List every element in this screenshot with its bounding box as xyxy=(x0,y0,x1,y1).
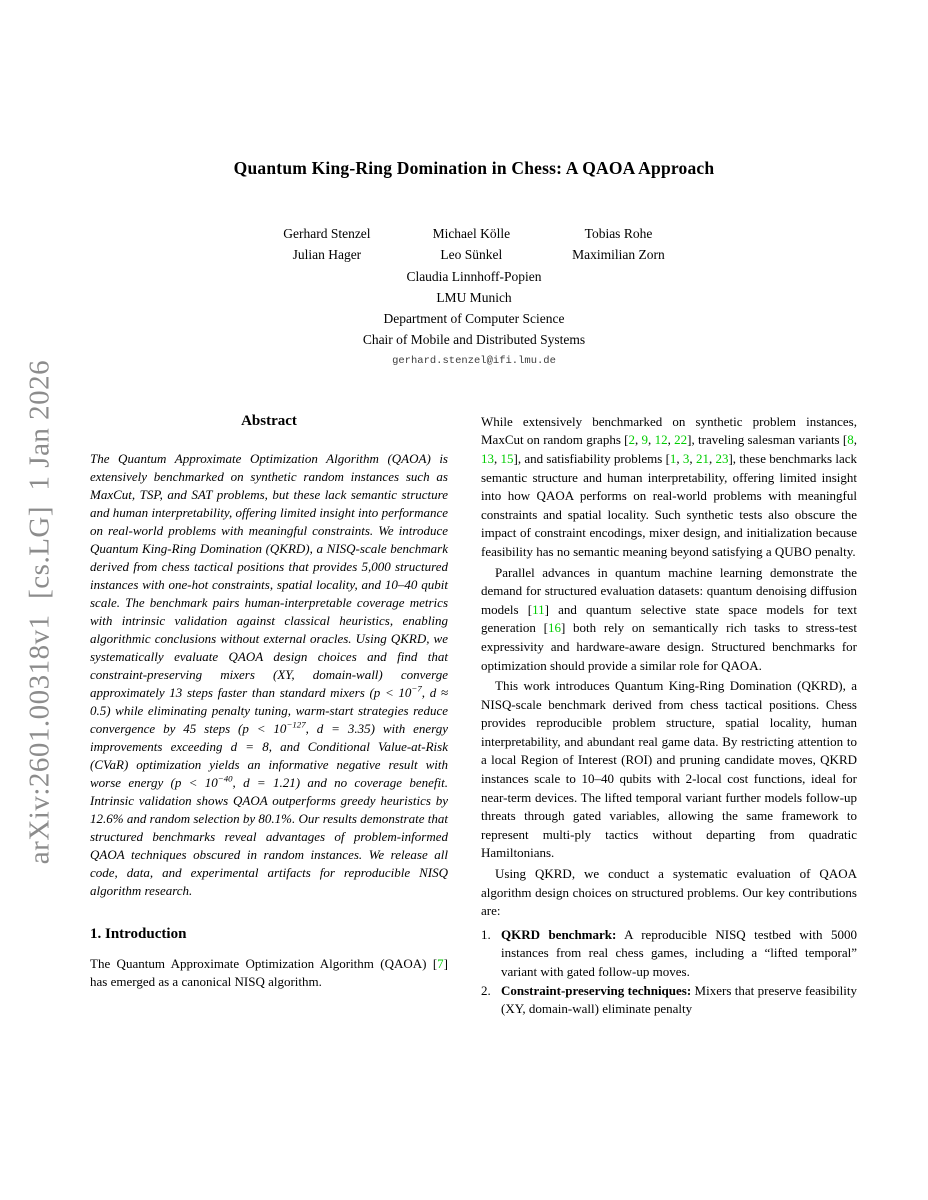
body-paragraph: This work introduces Quantum King-Ring Domination (QKRD), a NISQ-scale benchmark derived from chess tactical positions. Chess provides reproducible problem structure, spatial locality, human interpretability, and abundant real game data. By restricting attention to a local Region of Interest (ROI) and pruning candidate moves, QKRD instances scale to 10–40 qubits with 2-local cost functions, ideal for near-term devices. The lifted temporal variant further models follow-up threats through gated variables, allowing the same framework to represent multi-ply tactics without departing from quadratic Hamiltonians. xyxy=(481,678,857,861)
author-name: Julian Hager xyxy=(292,247,362,263)
author-email: gerhard.stenzel@ifi.lmu.de xyxy=(392,354,556,367)
author-name: Claudia Linnhoff-Popien xyxy=(406,268,542,284)
body-paragraph: Parallel advances in quantum machine learning demonstrate the demand for structured evaluation datasets: quantum denoising diffusion models [11] and quantum selective state space models for text generation [16] both rely on semantically rich tasks to stress-test expressivity and hardware-aware design. Structured benchmarks for optimization should provide a similar role for QAOA. xyxy=(481,564,857,673)
author-name: Michael Kölle xyxy=(432,226,511,241)
abstract-text: The Quantum Approximate Optimization Algorithm (QAOA) is extensively benchmarked on synthetic random instances such as MaxCut, TSP, and SAT problems, but these lack semantic structure and human interpretability, offering limited insight into performance on real-world problems with meaningful constraints. We introduce Quantum King-Ring Domination (QKRD), a NISQ-scale benchmark derived from chess tactical positions that provides 5,000 structured instances with one-hot constraints, spatial locality, and 10–40 qubit scale. The benchmark pairs human-interpretable coverage metrics with intrinsic validation against classical heuristics, enabling algorithmic conclusions without external oracles. Using QKRD, we systematically evaluate QAOA design choices and find that constraint-preserving mixers (XY, domain-wall) converge approximately 13 steps faster than standard mixers ($p < 10^{-7}$, d ≈ 0.5) while eliminating penalty tuning, warm-start strategies reduce convergence by 45 steps ($p < 10^{-127}$, d = 3.35) with energy improvements exceeding d = 8, and Conditional Value-at-Risk (CVaR) optimization yields an informative negative result with worse energy ($p < 10^{-40}$, d = 1.21) and no coverage benefit. Intrinsic validation shows QAOA outperforms greedy heuristics by 12.6% and random selection by 80.1%. Our results demonstrate that structured benchmarks reveal advantages of problem-informed QAOA techniques obscured in random instances. We release all code, data, and experimental artifacts for reproducible NISQ algorithm research. xyxy=(90,450,448,898)
affiliation-line: Department of Computer Science xyxy=(383,311,565,327)
paper-title: Quantum King-Ring Domination in Chess: A QAOA Approach xyxy=(233,158,715,178)
affiliation-line: Chair of Mobile and Distributed Systems xyxy=(362,332,586,348)
contributions-list xyxy=(481,926,857,1019)
section-heading-introduction: 1. Introduction xyxy=(90,925,187,942)
body-paragraph: While extensively benchmarked on synthetic problem instances, MaxCut on random graphs [2, 9, 12, 22], traveling salesman variants [8, 13, 15], and satisfiability problems [1, 3, 21, 23], these benchmarks lack semantic structure and human interpretability, offering limited insight into how QAOA performs on real-world problems with meaningful constraints and spatial locality. Such synthetic tests also obscure the impact of constraint encodings, mixer design, and initialization because feasibility has no semantic meaning beyond satisfying a QUBO penalty. xyxy=(481,413,857,559)
affiliation-line: LMU Munich xyxy=(436,289,512,305)
citation-link[interactable]: 15 xyxy=(500,450,514,466)
author-grid xyxy=(283,223,665,266)
author-name: Gerhard Stenzel xyxy=(283,226,371,241)
bold-lead: QKRD benchmark: xyxy=(501,926,617,942)
citation-link[interactable]: 12 xyxy=(654,432,668,448)
citation-link[interactable]: 9 xyxy=(641,432,649,448)
affiliation-block xyxy=(90,266,858,351)
left-column xyxy=(90,413,448,1019)
citation-link[interactable]: 16 xyxy=(547,620,561,636)
bold-lead: Constraint-preserving techniques: xyxy=(501,982,692,998)
contribution-text: QKRD benchmark: A reproducible NISQ testbed with 5000 instances from real chess games, including a “lifted temporal” variant with gated follow-up moves. xyxy=(501,926,857,979)
citation-link[interactable]: 7 xyxy=(437,955,444,971)
author-block xyxy=(90,223,858,367)
author-name: Maximilian Zorn xyxy=(572,247,665,263)
contribution-item xyxy=(481,926,857,982)
paper-content xyxy=(90,0,858,1019)
author-name: Leo Sünkel xyxy=(440,247,503,263)
body-paragraph: Using QKRD, we conduct a systematic evaluation of QAOA algorithm design choices on structured problems. Our key contributions are: xyxy=(481,866,857,919)
superscript-exponent: −7 xyxy=(411,683,422,694)
contribution-item xyxy=(481,982,857,1019)
superscript-exponent: −127 xyxy=(286,719,306,730)
abstract-heading: Abstract xyxy=(241,412,297,429)
citation-link[interactable]: 21 xyxy=(695,450,709,466)
citation-link[interactable]: 23 xyxy=(715,450,729,466)
citation-link[interactable]: 13 xyxy=(481,450,494,466)
citation-link[interactable]: 11 xyxy=(532,601,545,617)
list-marker: 2. xyxy=(481,982,491,998)
right-column xyxy=(481,413,857,1019)
citation-link[interactable]: 22 xyxy=(674,432,688,448)
citation-link[interactable]: 1 xyxy=(669,450,677,466)
list-marker: 1. xyxy=(481,926,491,942)
citation-link[interactable]: 2 xyxy=(628,432,635,448)
superscript-exponent: −40 xyxy=(217,773,233,784)
arxiv-watermark: arXiv:2601.00318v1 [cs.LG] 1 Jan 2026 xyxy=(23,359,56,865)
two-column-body xyxy=(90,413,858,1019)
author-name: Tobias Rohe xyxy=(584,226,653,241)
citation-link[interactable]: 8 xyxy=(847,432,854,448)
intro-paragraph: The Quantum Approximate Optimization Algorithm (QAOA) [7] has emerged as a canonical NISQ algorithm. xyxy=(90,955,448,990)
citation-link[interactable]: 3 xyxy=(682,450,690,466)
contribution-text: Constraint-preserving techniques: Mixers that preserve feasibility (XY, domain-wall) eliminate penalty xyxy=(501,982,857,1017)
